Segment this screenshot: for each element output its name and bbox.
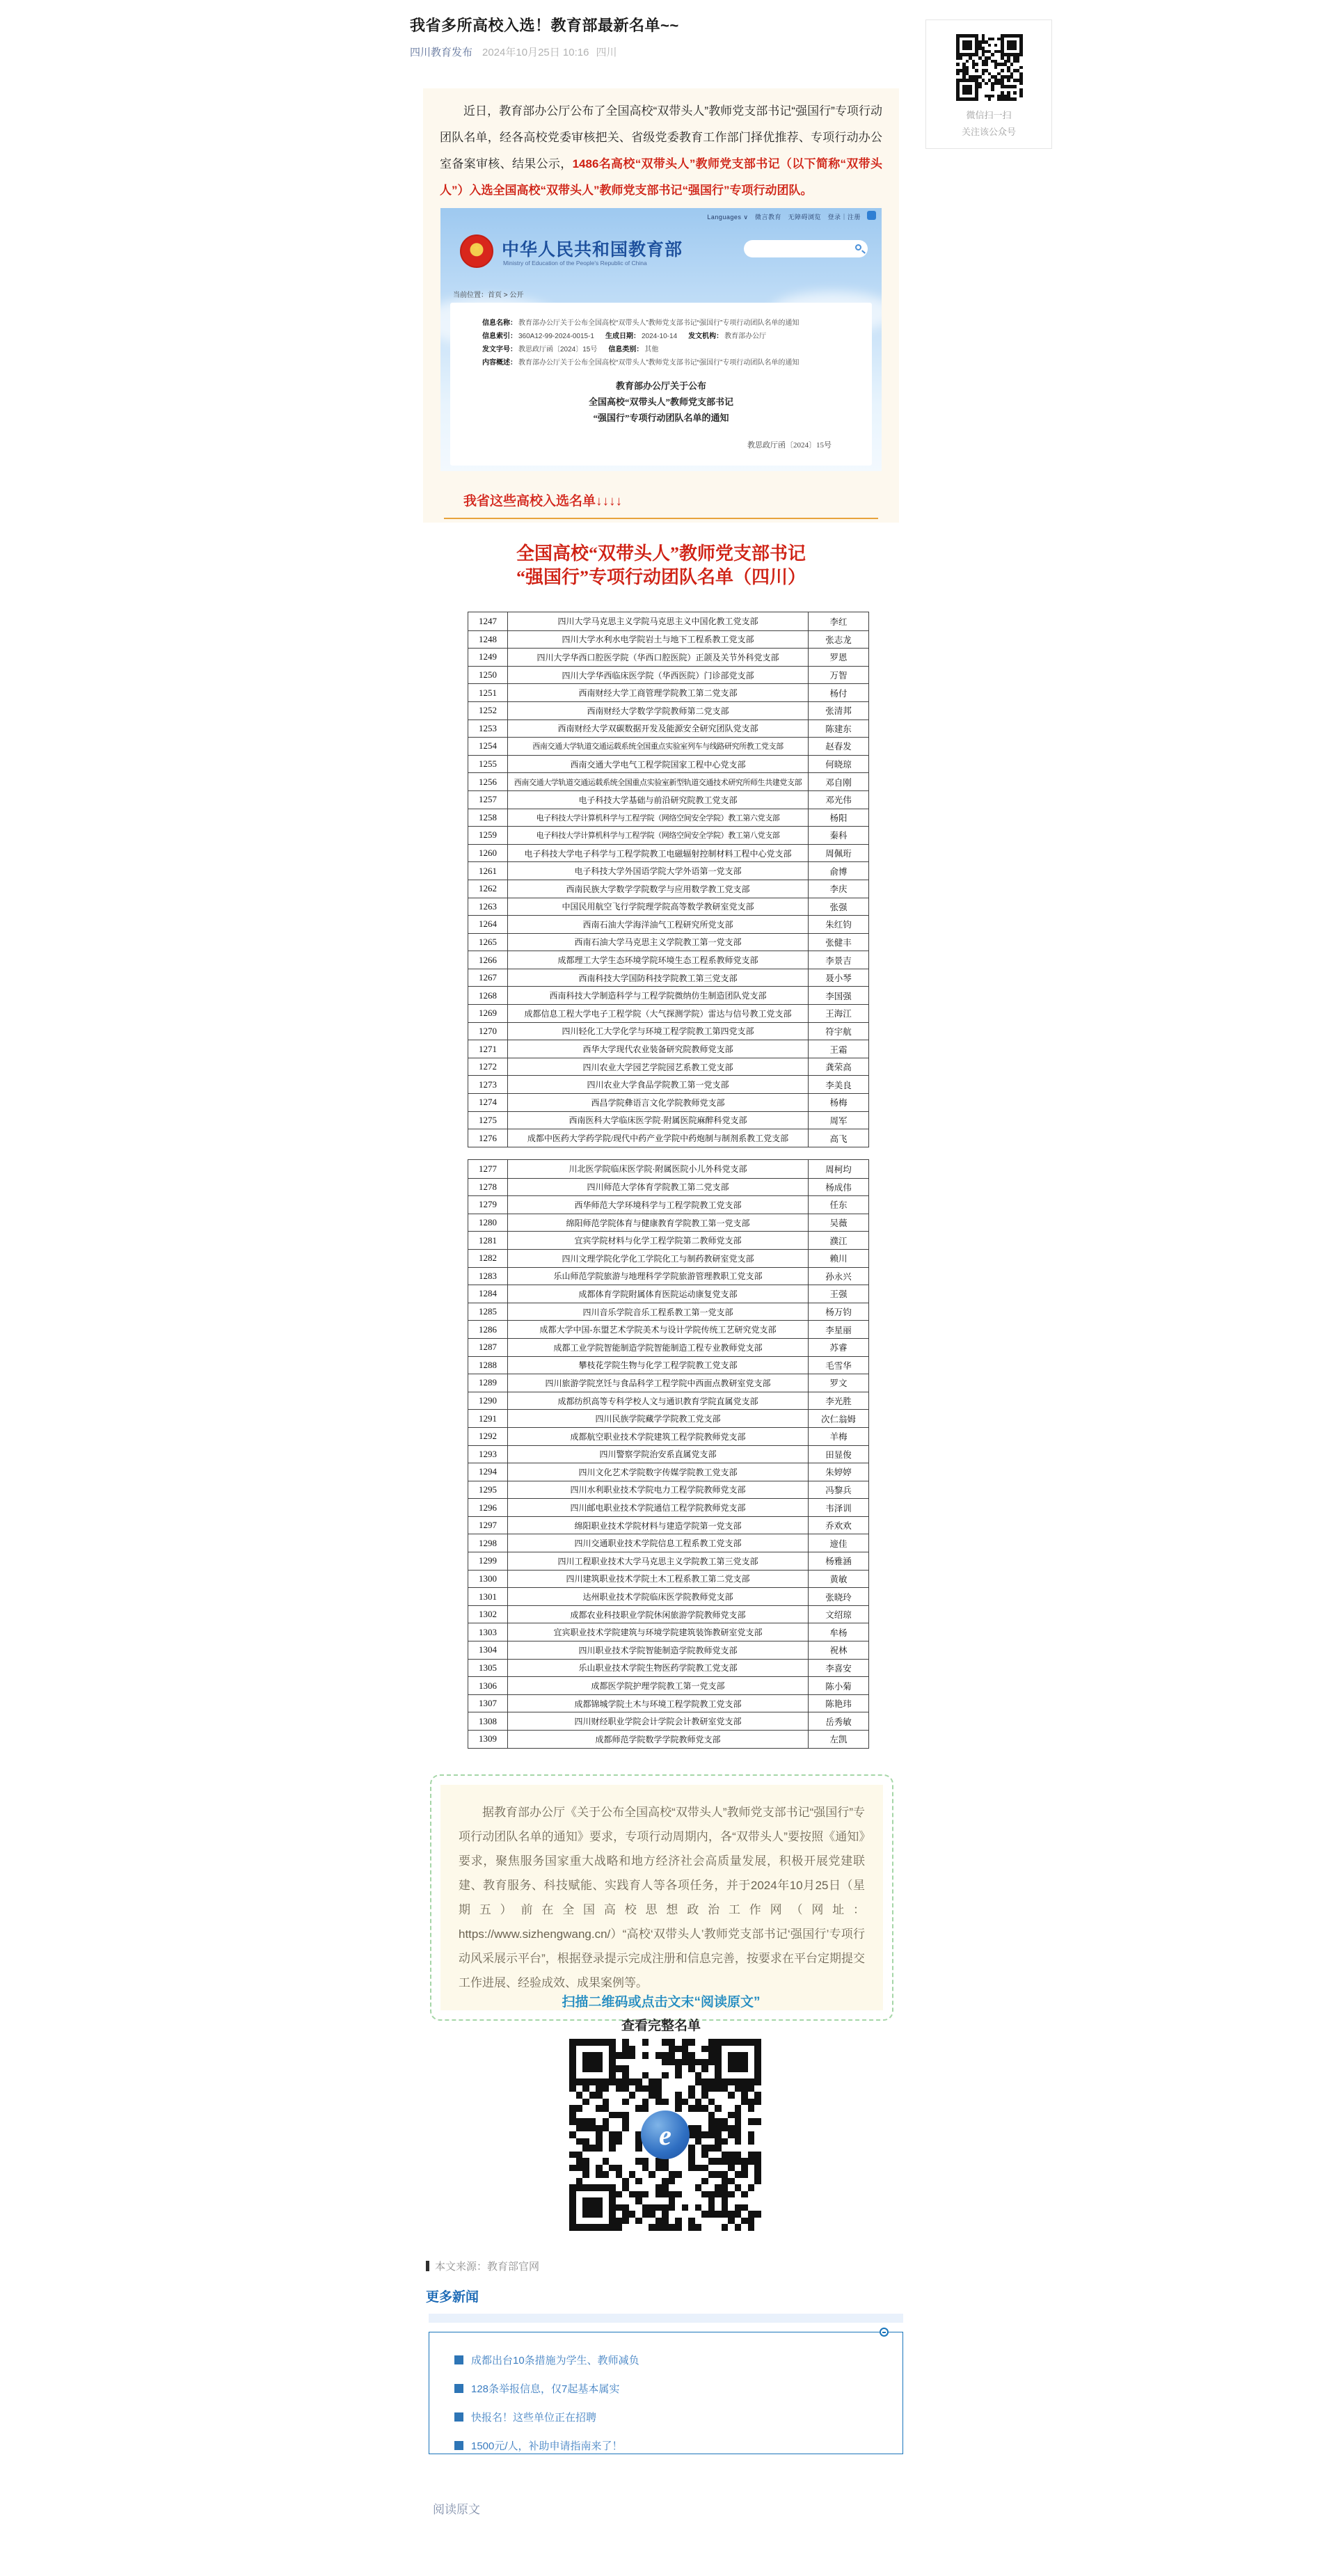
table-row: 1287 成都工业学院智能制造学院智能制造工程专业教师党支部 苏睿: [468, 1338, 868, 1356]
table-row: 1251 西南财经大学工商管理学院教工第二党支部 杨付: [468, 683, 868, 701]
table-row: 1304 四川职业技术学院智能制造学院教师党支部 祝林: [468, 1641, 868, 1659]
table-row: 1274 西昌学院彝语言文化学院教师党支部 杨梅: [468, 1093, 868, 1111]
news-item-link[interactable]: 成都出台10条措施为学生、教师减负: [454, 2349, 889, 2370]
table-row: 1298 四川交通职业技术学院信息工程系教工党支部 遆佳: [468, 1534, 868, 1552]
table-row: 1269 成都信息工程大学电子工程学院（大气探测学院）雷达与信号教工党支部 王海江: [468, 1004, 868, 1022]
table-row: 1303 宜宾职业技术学院建筑与环境学院建筑装饰教研室党支部 牟杨: [468, 1623, 868, 1641]
table-row: 1294 四川文化艺术学院数字传媒学院教工党支部 朱婷婷: [468, 1463, 868, 1481]
table-row: 1276 成都中医药大学药学院/现代中药产业学院中药炮制与制剂系教工党支部 高飞: [468, 1129, 868, 1147]
table-row: 1261 电子科技大学外国语学院大学外语第一党支部 俞博: [468, 861, 868, 880]
login-icon: [867, 211, 876, 220]
table-row: 1308 四川财经职业学院会计学院会计教研室党支部 岳秀敏: [468, 1712, 868, 1730]
table-row: 1260 电子科技大学电子科学与工程学院教工电磁辐射控制材料工程中心党支部 周佩珩: [468, 844, 868, 862]
intro-text: 近日，教育部办公厅公布了全国高校“双带头人”教师党支部书记“强国行”专项行动团队名单，经各高校党委审核把关、省级党委教育工作部门择优推荐、专项行动办公室备案审核、结果公示，: [440, 104, 882, 170]
table-row: 1266 成都理工大学生态环境学院环境生态工程系教师党支部 李景吉: [468, 951, 868, 969]
table-row: 1277 川北医学院临床医学院·附属医院小儿外科党支部 周柯均: [468, 1160, 868, 1178]
table-row: 1252 西南财经大学数学学院教师第二党支部 张清邦: [468, 701, 868, 719]
table-row: 1258 电子科技大学计算机科学与工程学院（网络空间安全学院）教工第六党支部 杨阳: [468, 809, 868, 827]
table-row: 1250 四川大学华西临床医学院（华西医院）门诊部党支部 万智: [468, 666, 868, 684]
doc-meta: 信息名称： 教育部办公厅关于公布全国高校“双带头人”教师党支部书记“强国行”专项行动团队名单的通知 信息索引： 360A12-99-2024-0015-1 生成日期： 2024-10-14 发文机构： 教育部办公厅 发文字号： 教思政厅函〔2024〕15号 信息类别： 其他 内容概述： 教育部办公厅关于公布全国高校“双带头人”教师党支部书记“强国行”专项行动团队名单的通知: [482, 319, 800, 367]
table-row: 1278 四川师范大学体育学院教工第二党支部 杨成伟: [468, 1178, 868, 1196]
intro-highlight: 1486名高校“双带头人”教师党支部书记（以下简称“双带头人”）入选全国高校“双带头人”教师党支部书记“强国行”专项行动团队。: [440, 157, 883, 197]
table-row: 1291 四川民族学院藏学学院教工党支部 次仁翁姆: [468, 1409, 868, 1427]
byline: [410, 45, 623, 59]
doc-top-links: Languages ∨ 微言教育 无障碍浏览 登录｜注册: [707, 214, 861, 221]
list-heading: 全国高校“双带头人”教师党支部书记 “强国行”专项行动团队名单（四川）: [516, 543, 806, 587]
selection-table-part2: [468, 1159, 869, 1749]
news-item-link[interactable]: 128条举报信息，仅7起基本属实: [454, 2378, 889, 2399]
education-logo-icon: e: [641, 2110, 690, 2159]
table-row: 1306 成都医学院护理学院教工第一党支部 陈小菊: [468, 1676, 868, 1694]
news-item-link[interactable]: 1500元/人，补助申请指南来了！: [454, 2435, 889, 2456]
table-row: 1283 乐山师范学院旅游与地理科学学院旅游管理教职工党支部 孙永兴: [468, 1267, 868, 1285]
selection-table-part1: [468, 612, 869, 1147]
qr-caption-line2: 查看完整名单: [621, 2019, 701, 2033]
table-row: 1300 四川建筑职业技术学院土木工程系教工第二党支部 黄敏: [468, 1570, 868, 1588]
table-row: 1281 宜宾学院材料与化学工程学院第二教师党支部 濮江: [468, 1231, 868, 1249]
qr-caption-line1: 扫描二维码或点击文末“阅读原文”: [562, 1995, 761, 2010]
doc-info-card: [450, 303, 872, 466]
outro-paragraph: 据教育部办公厅《关于公布全国高校“双带头人”教师党支部书记“强国行”专项行动团队名单的通知》要求，专项行动周期内，各“双带头人”要按照《通知》要求，聚焦服务国家重大战略和地方经济社会高质量发展，积极开展党建联建、教育服务、科技赋能、实践育人等各项任务，并于2024年10月25日（星期五）前在全国高校思想政治工作网（网址：https://www.sizhengwang.cn/）“高校‘双带头人’教师党支部书记‘强国行’专项行动风采展示平台”，根据登录提示完成注册和信息完善，按要求在平台定期提交工作进展、经验成效、成果案例等。: [459, 1806, 865, 1989]
source-line: 本文来源：教育部官网: [426, 2259, 539, 2273]
table-row: 1282 四川文理学院化学化工学院化工与制药教研室党支部 赖川: [468, 1249, 868, 1267]
table-row: 1256 西南交通大学轨道交通运载系统全国重点实验室新型轨道交通技术研究所师生共建党支部 邓自刚: [468, 772, 868, 790]
table-row: 1255 西南交通大学电气工程学院国家工程中心党支部 何晓琼: [468, 755, 868, 773]
source-bar-icon: [426, 2261, 429, 2271]
table-row: 1279 西华师范大学环境科学与工程学院教工党支部 任东: [468, 1195, 868, 1214]
national-emblem-icon: [460, 234, 493, 268]
table-row: 1267 西南科技大学国防科技学院教工第三党支部 聂小琴: [468, 969, 868, 987]
table-row: 1259 电子科技大学计算机科学与工程学院（网络空间安全学院）教工第八党支部 秦科: [468, 826, 868, 844]
bullet-square-icon: [454, 2412, 463, 2422]
page-title: 我省多所高校入选！教育部最新名单~~: [410, 17, 679, 34]
doc-number: 教思政厅函〔2024〕15号: [747, 441, 832, 450]
bullet-square-icon: [454, 2355, 463, 2364]
more-news-heading: 更多新闻: [426, 2290, 479, 2305]
ministry-name-cn: 中华人民共和国教育部: [502, 240, 683, 260]
publish-region: 四川: [596, 47, 617, 58]
table-row: 1297 绵阳职业技术学院材料与建造学院第一党支部 乔欢欢: [468, 1516, 868, 1534]
bullet-square-icon: [454, 2384, 463, 2393]
table-row: 1293 四川警察学院治安系直属党支部 田显俊: [468, 1445, 868, 1463]
bullet-square-icon: [454, 2441, 463, 2450]
gold-divider: [444, 518, 878, 519]
table-row: 1263 中国民用航空飞行学院理学院高等数学教研室党支部 张强: [468, 898, 868, 916]
table-row: 1290 成都纺织高等专科学校人文与通识教育学院直属党支部 李光胜: [468, 1392, 868, 1410]
follow-qr-code: [956, 34, 1023, 101]
ministry-name-en: Ministry of Education of the People's Republic of China: [503, 260, 647, 267]
intro-card: [423, 88, 899, 523]
table-row: 1262 西南民族大学数学学院数学与应用数学教工党支部 李庆: [468, 880, 868, 898]
doc-breadcrumb: 当前位置：首页 > 公开: [453, 292, 524, 299]
table-row: 1295 四川水利职业技术学院电力工程学院教师党支部 冯黎兵: [468, 1481, 868, 1499]
table-row: 1288 攀枝花学院生物与化学工程学院教工党支部 毛雪华: [468, 1356, 868, 1374]
account-link[interactable]: 四川教育发布: [410, 47, 473, 58]
table-row: 1275 西南医科大学临床医学院·附属医院麻醉科党支部 周军: [468, 1111, 868, 1129]
table-row: 1296 四川邮电职业技术学院通信工程学院教师党支部 韦泽训: [468, 1498, 868, 1516]
table-row: 1254 西南交通大学轨道交通运载系统全国重点实验室列车与线路研究所教工党支部 赵春发: [468, 737, 868, 755]
article-qr-code: [569, 2039, 761, 2231]
intro-paragraph: [440, 98, 882, 204]
table-row: 1273 四川农业大学食品学院教工第一党支部 李美良: [468, 1075, 868, 1093]
news-divider-bar: [429, 2314, 903, 2323]
table-row: 1299 四川工程职业技术大学马克思主义学院教工第三党支部 杨雅涵: [468, 1552, 868, 1570]
doc-title: 教育部办公厅关于公布 全国高校“双带头人”教师党支部书记 “强国行”专项行动团队名单的通知: [588, 381, 733, 423]
table-row: 1284 成都体育学院附属体育医院运动康复党支部 王强: [468, 1285, 868, 1303]
table-row: 1307 成都锦城学院土木与环境工程学院教工党支部 陈艳玮: [468, 1694, 868, 1712]
table-row: 1248 四川大学水利水电学院岩土与地下工程系教工党支部 张志龙: [468, 630, 868, 649]
publish-date: 2024年10月25日 10:16: [482, 47, 589, 58]
ministry-doc-screenshot: [440, 208, 882, 471]
follow-hint-line1: 微信扫一扫: [966, 110, 1012, 120]
follow-panel: [925, 19, 1052, 149]
table-row: 1272 四川农业大学园艺学院园艺系教工党支部 龚荣高: [468, 1058, 868, 1076]
doc-search-box: [744, 240, 868, 257]
table-row: 1253 西南财经大学双碳数据开发及能源安全研究团队党支部 陈建东: [468, 719, 868, 738]
news-box: [429, 2332, 903, 2454]
news-list: [454, 2349, 889, 2463]
table-row: 1247 四川大学马克思主义学院马克思主义中国化教工党支部 李红: [468, 612, 868, 630]
corner-circle-decoration: [880, 2328, 889, 2337]
table-row: 1268 西南科技大学制造科学与工程学院微纳仿生制造团队党支部 李国强: [468, 986, 868, 1004]
table-row: 1285 四川音乐学院音乐工程系教工第一党支部 杨万钧: [468, 1303, 868, 1321]
table-row: 1309 成都师范学院数学学院教师党支部 左凯: [468, 1730, 868, 1748]
outro-card: [430, 1774, 893, 2021]
table-row: 1301 达州职业技术学院临床医学院教师党支部 张晓玲: [468, 1587, 868, 1605]
table-row: 1265 西南石油大学马克思主义学院教工第一党支部 张健丰: [468, 933, 868, 951]
table-row: 1264 西南石油大学海洋油气工程研究所党支部 朱红钧: [468, 915, 868, 933]
table-row: 1270 四川轻化工大学化学与环境工程学院教工第四党支部 符宇航: [468, 1022, 868, 1040]
table-row: 1249 四川大学华西口腔医学院（华西口腔医院）正颌及关节外科党支部 罗恩: [468, 648, 868, 666]
table-row: 1292 成都航空职业技术学院建筑工程学院教师党支部 羊梅: [468, 1427, 868, 1445]
search-icon: [855, 244, 861, 251]
follow-hint-line2: 关注该公众号: [961, 127, 1016, 137]
table-row: 1286 成都大学中国-东盟艺术学院美术与设计学院传统工艺研究党支部 李星丽: [468, 1320, 868, 1338]
table-row: 1289 四川旅游学院烹饪与食品科学工程学院中西面点教研室党支部 罗文: [468, 1374, 868, 1392]
table-row: 1280 绵阳师范学院体育与健康教育学院教工第一党支部 吴薇: [468, 1214, 868, 1232]
read-original-link[interactable]: 阅读原文: [433, 2503, 480, 2516]
table-row: 1271 西华大学现代农业装备研究院教师党支部 王霜: [468, 1040, 868, 1058]
table-row: 1305 乐山职业技术学院生物医药学院教工党支部 李喜安: [468, 1659, 868, 1677]
table-row: 1257 电子科技大学基础与前沿研究院教工党支部 邓光伟: [468, 790, 868, 809]
selected-list-banner: 我省这些高校入选名单↓↓↓↓: [463, 494, 623, 509]
table-row: 1302 成都农业科技职业学院休闲旅游学院教师党支部 文绍琼: [468, 1605, 868, 1623]
news-item-link[interactable]: 快报名！这些单位正在招聘: [454, 2406, 889, 2427]
